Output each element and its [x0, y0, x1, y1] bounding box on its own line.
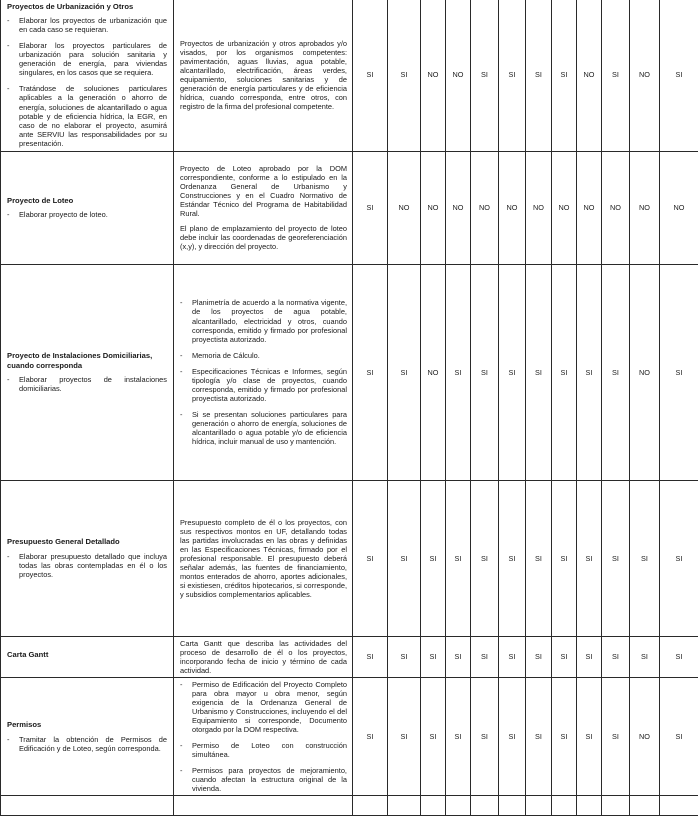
- deliverable-item: - Permisos para proyectos de mejoramiento, cuando afectan la estructura original de la vivienda.: [180, 766, 347, 793]
- applicability-cell: NO: [577, 0, 602, 151]
- applicability-cell: SI: [552, 480, 577, 636]
- applicability-cell: SI: [577, 264, 602, 480]
- applicability-cell: SI: [446, 636, 471, 677]
- empty-cell: [577, 796, 602, 816]
- deliverable-item: - Permiso de Loteo con construcción simultánea.: [180, 741, 347, 759]
- applicability-cell: NO: [446, 0, 471, 151]
- applicability-cell: SI: [353, 0, 388, 151]
- table-row: [1, 480, 698, 636]
- applicability-cell: SI: [577, 677, 602, 795]
- applicability-cell: SI: [471, 0, 499, 151]
- deliverable-text: Proyectos de urbanización y otros aprobados y/o visados, por los organismos competentes: pavimentación, aguas lluvias, agua potable, alcantarillado, electrificación, áreas verdes, equipamiento, soluciones sanitarias y de generación de energía particulares y de eficiencia hídrica, cuando corresponda, entre otros, con registro de la firma del profesional competente.: [180, 39, 347, 111]
- applicability-cell: SI: [630, 480, 660, 636]
- applicability-cell: SI: [526, 0, 552, 151]
- table-row: [1, 264, 698, 480]
- table-row: [1, 151, 698, 264]
- applicability-cell: SI: [526, 636, 552, 677]
- deliverable-text: Proyecto de Loteo aprobado por la DOM correspondiente, conforme a lo estipulado en la Ordenanza General de Urbanismo y Construcciones y en el Cuadro Normativo de Estándar Técnico del Programa de Habitabilidad Rural.: [180, 164, 347, 218]
- applicability-cell: SI: [577, 480, 602, 636]
- applicability-cell: SI: [421, 480, 446, 636]
- deliverable-item: - Memoria de Cálculo.: [180, 351, 347, 360]
- table-row: [1, 796, 698, 816]
- applicability-cell: SI: [499, 677, 526, 795]
- applicability-cell: NO: [471, 151, 499, 264]
- applicability-cell: SI: [602, 480, 630, 636]
- applicability-cell: SI: [526, 480, 552, 636]
- applicability-cell: SI: [526, 677, 552, 795]
- applicability-cell: SI: [660, 636, 698, 677]
- empty-cell: [602, 796, 630, 816]
- applicability-cell: SI: [471, 677, 499, 795]
- applicability-cell: NO: [421, 264, 446, 480]
- table-row: [1, 0, 698, 151]
- activity-title: Presupuesto General Detallado: [7, 537, 167, 546]
- deliverable-text: Presupuesto completo de él o los proyectos, con sus respectivos montos en UF, detallando todas las partidas involucradas en las obras y definidas en las Especificaciones Técnicas, firmado por el profesional responsable. El presupuesto deberá señalar además, las fuentes de financiamiento, montos enterados de ahorro, aportes adicionales, si existiesen, créditos hipotecarios, si corresponde, y subsidios complementarios aplicables.: [180, 518, 347, 599]
- applicability-cell: NO: [421, 151, 446, 264]
- deliverable-text: Carta Gantt que describa las actividades del proceso de desarrollo de él o los proyectos, incorporando fecha de inicio y término de cada actividad.: [180, 639, 347, 675]
- table-row: [1, 677, 698, 795]
- empty-cell: [526, 796, 552, 816]
- applicability-cell: NO: [577, 151, 602, 264]
- applicability-cell: SI: [388, 677, 421, 795]
- applicability-cell: SI: [446, 264, 471, 480]
- applicability-cell: SI: [353, 636, 388, 677]
- applicability-cell: SI: [499, 636, 526, 677]
- applicability-cell: SI: [552, 677, 577, 795]
- deliverable-cell: [174, 677, 353, 795]
- applicability-cell: SI: [388, 636, 421, 677]
- deliverable-cell: [174, 480, 353, 636]
- deliverable-cell: [174, 151, 353, 264]
- applicability-cell: NO: [660, 151, 698, 264]
- applicability-cell: NO: [630, 264, 660, 480]
- empty-cell: [446, 796, 471, 816]
- activity-cell: [1, 636, 174, 677]
- deliverable-item: - Planimetría de acuerdo a la normativa vigente, de los proyectos de agua potable, alcantarillado, electricidad y otros, cuando corresponda, emitido y firmado por profesional proyectista autorizado.: [180, 298, 347, 343]
- task-item: - Tramitar la obtención de Permisos de Edificación y de Loteo, según corresponda.: [7, 735, 167, 753]
- applicability-cell: SI: [388, 0, 421, 151]
- applicability-cell: SI: [602, 677, 630, 795]
- empty-cell: [421, 796, 446, 816]
- applicability-cell: SI: [660, 0, 698, 151]
- task-item: - Elaborar presupuesto detallado que incluya todas las obras contempladas en él o los proyectos.: [7, 552, 167, 579]
- applicability-cell: SI: [660, 264, 698, 480]
- applicability-cell: SI: [353, 264, 388, 480]
- applicability-cell: SI: [602, 264, 630, 480]
- applicability-cell: SI: [353, 480, 388, 636]
- task-item: - Elaborar los proyectos particulares de urbanización para solución sanitaria y generación de energía, para viviendas singulares, en los casos que se requiera.: [7, 41, 167, 77]
- applicability-cell: SI: [499, 0, 526, 151]
- applicability-cell: NO: [630, 151, 660, 264]
- applicability-cell: SI: [471, 480, 499, 636]
- deliverable-item: - Permiso de Edificación del Proyecto Completo para obra mayor u obra menor, según exigencia de la Ordenanza General de Urbanismo y Construcciones, incluyendo el del Equipamiento si corresponde, Documento otorgado por la DOM respectiva.: [180, 680, 347, 734]
- activity-cell: [1, 264, 174, 480]
- task-item: - Elaborar los proyectos de urbanización que en cada caso se requieran.: [7, 16, 167, 34]
- task-item: - Elaborar proyectos de instalaciones domiciliarias.: [7, 375, 167, 393]
- applicability-cell: NO: [446, 151, 471, 264]
- applicability-cell: SI: [660, 677, 698, 795]
- empty-cell: [353, 796, 388, 816]
- applicability-cell: SI: [353, 151, 388, 264]
- empty-cell: [630, 796, 660, 816]
- empty-cell: [174, 796, 353, 816]
- applicability-cell: SI: [471, 636, 499, 677]
- empty-cell: [388, 796, 421, 816]
- deliverable-item: - Si se presentan soluciones particulares para generación o ahorro de energía, soluciones de alcantarillado o agua potable y/o de eficiencia hídrica, incluir manual de uso y mantención.: [180, 410, 347, 446]
- applicability-cell: SI: [552, 636, 577, 677]
- deliverable-text: El plano de emplazamiento del proyecto de loteo debe incluir las coordenadas de georeferenciación (x,y), y dirección del proyecto.: [180, 224, 347, 251]
- applicability-cell: NO: [526, 151, 552, 264]
- empty-cell: [1, 796, 174, 816]
- activity-cell: [1, 480, 174, 636]
- applicability-cell: SI: [602, 0, 630, 151]
- applicability-cell: SI: [421, 677, 446, 795]
- applicability-cell: SI: [630, 636, 660, 677]
- applicability-cell: SI: [446, 677, 471, 795]
- applicability-cell: SI: [388, 480, 421, 636]
- applicability-cell: SI: [526, 264, 552, 480]
- activity-title: Proyecto de Instalaciones Domiciliarias, cuando corresponda: [7, 351, 167, 370]
- applicability-cell: NO: [552, 151, 577, 264]
- task-item: - Elaborar proyecto de loteo.: [7, 210, 167, 219]
- task-item: - Tratándose de soluciones particulares aplicables a la generación o ahorro de energía, soluciones de alcantarillado o agua potable y de eficiencia hídrica, la EGR, en caso de no elaborar el proyecto, asumirá ante SERVIU las responsabilidades por su presentación.: [7, 84, 167, 147]
- applicability-cell: SI: [499, 480, 526, 636]
- empty-cell: [552, 796, 577, 816]
- applicability-cell: NO: [421, 0, 446, 151]
- applicability-cell: SI: [421, 636, 446, 677]
- empty-cell: [660, 796, 698, 816]
- applicability-cell: SI: [499, 264, 526, 480]
- deliverable-cell: [174, 636, 353, 677]
- activity-title: Permisos: [7, 720, 167, 729]
- activity-cell: [1, 151, 174, 264]
- applicability-cell: NO: [499, 151, 526, 264]
- applicability-cell: SI: [552, 264, 577, 480]
- applicability-cell: SI: [471, 264, 499, 480]
- applicability-cell: NO: [630, 0, 660, 151]
- deliverable-cell: [174, 264, 353, 480]
- applicability-cell: SI: [577, 636, 602, 677]
- empty-cell: [499, 796, 526, 816]
- applicability-cell: SI: [660, 480, 698, 636]
- applicability-cell: SI: [353, 677, 388, 795]
- applicability-cell: SI: [388, 264, 421, 480]
- activity-title: Carta Gantt: [7, 650, 167, 659]
- applicability-cell: NO: [388, 151, 421, 264]
- deliverable-cell: [174, 0, 353, 151]
- applicability-cell: SI: [602, 636, 630, 677]
- activity-title: Proyecto de Loteo: [7, 196, 167, 205]
- applicability-cell: SI: [552, 0, 577, 151]
- activity-cell: [1, 0, 174, 151]
- activity-title: Proyectos de Urbanización y Otros: [7, 2, 167, 11]
- empty-cell: [471, 796, 499, 816]
- applicability-cell: NO: [630, 677, 660, 795]
- applicability-cell: NO: [602, 151, 630, 264]
- activity-cell: [1, 677, 174, 795]
- applicability-cell: SI: [446, 480, 471, 636]
- deliverable-item: - Especificaciones Técnicas e Informes, según tipología y/o clase de proyectos, cuando corresponda, emitido y firmado por profesional proyectista autorizado.: [180, 367, 347, 403]
- table-row: [1, 636, 698, 677]
